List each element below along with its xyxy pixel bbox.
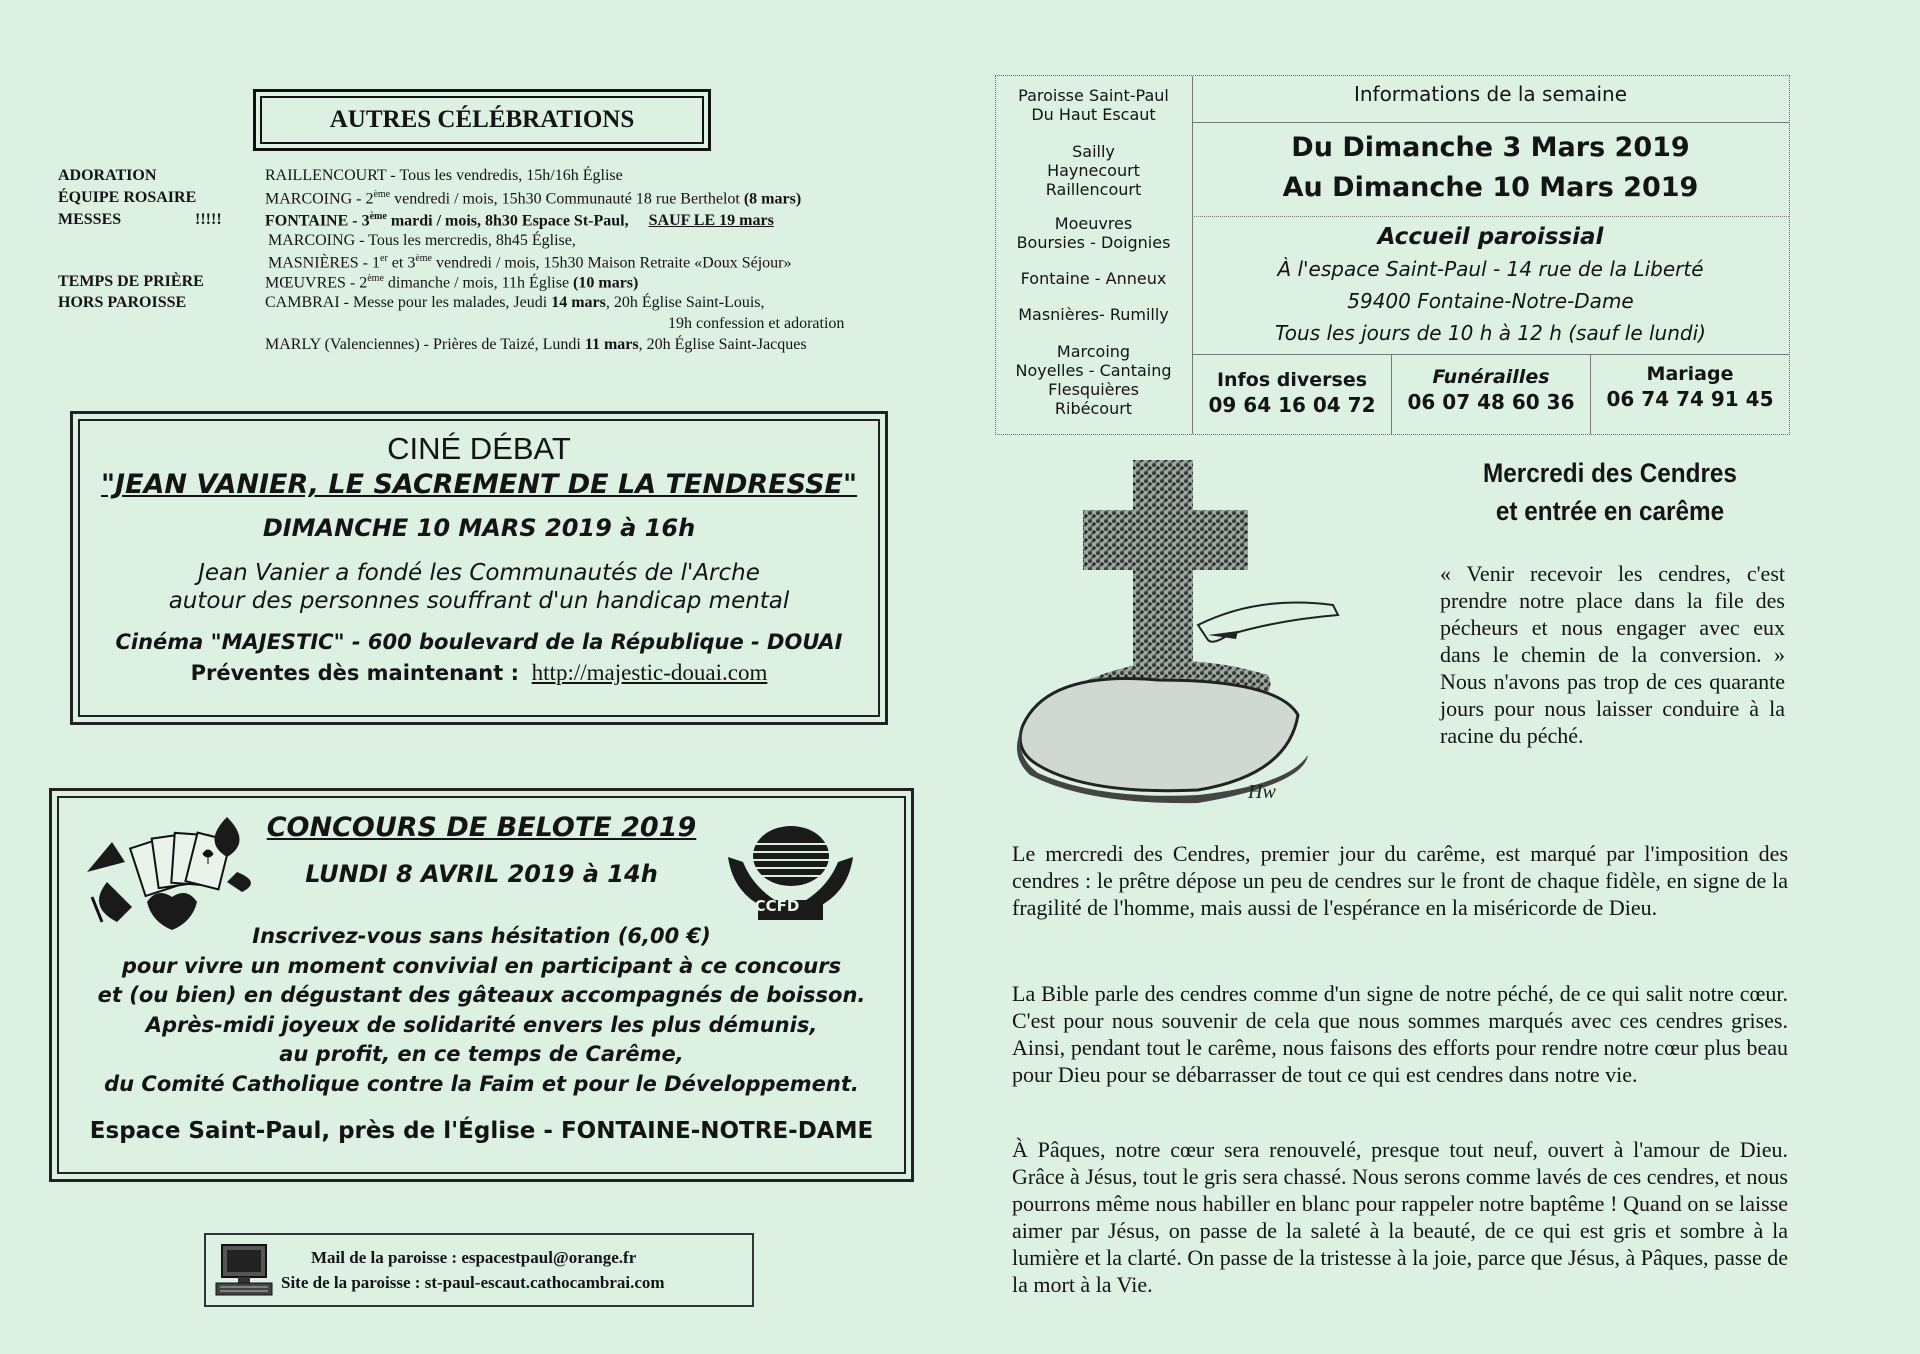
celebration-line: FONTAINE - 3ème mardi / mois, 8h30 Espace St-Paul, SAUF LE 19 mars	[265, 211, 774, 230]
article-paragraph: Le mercredi des Cendres, premier jour du carême, est marqué par l'imposition des cendres : le prêtre dépose un peu de cendres sur le front de chaque fidèle, en signe de la fragilité de l'homme, mais aussi de l'espérance en la miséricorde de Dieu.	[1012, 841, 1788, 920]
label-hors-paroisse: HORS PAROISSE	[58, 294, 187, 311]
villages-group: Masnières- Rumilly	[1018, 305, 1169, 324]
villages-group: Sailly Haynecourt Raillencourt	[1045, 142, 1142, 199]
parish-name: Paroisse Saint-Paul Du Haut Escaut	[1018, 86, 1169, 124]
cine-venue: Cinéma "MAJESTIC" - 600 boulevard de la République - DOUAI	[115, 630, 843, 654]
label-messes: MESSES	[58, 211, 122, 228]
belote-location: Espace Saint-Paul, près de l'Église - FONTAINE-NOTRE-DAME	[89, 1118, 874, 1144]
villages-group: Moeuvres Boursies - Doignies	[1016, 214, 1171, 252]
belote-date: LUNDI 8 AVRIL 2019 à 14h	[305, 860, 658, 888]
cine-debat-inner	[78, 419, 880, 717]
contact-mariage: Mariage 06 74 74 91 45	[1606, 363, 1774, 411]
celebration-line: MŒUVRES - 2ème dimanche / mois, 11h Église (10 mars)	[265, 273, 639, 292]
celebration-line: CAMBRAI - Messe pour les malades, Jeudi 14 mars, 20h Église Saint-Louis,	[265, 294, 765, 311]
cine-debat-box	[70, 411, 888, 725]
celebration-line: RAILLENCOURT - Tous les vendredis, 15h/16h Église	[265, 167, 623, 184]
cine-film-title: "JEAN VANIER, LE SACREMENT DE LA TENDRESSE"	[100, 469, 858, 500]
divider	[1192, 216, 1789, 217]
week-info-header: Informations de la semaine	[1353, 82, 1628, 106]
cine-preventes: Préventes dès maintenant : http://majestic-douai.com	[190, 660, 768, 685]
article-quote: « Venir recevoir les cendres, c'est prendre notre place dans la file des pécheurs et nous engager avec eux dans le chemin de la conversion. » Nous n'avons pas trop de ces quarante jours pour nous laisser conduire à la racine du péché.	[1440, 561, 1785, 748]
divider	[1192, 122, 1789, 123]
cine-title: CINÉ DÉBAT	[387, 431, 571, 466]
illustration-signature: Hw	[1248, 781, 1276, 803]
celebration-line: MARCOING - Tous les mercredis, 8h45 Église,	[268, 232, 576, 249]
label-adoration: ADORATION	[58, 167, 157, 184]
autres-celebrations-title: AUTRES CÉLÉBRATIONS	[260, 96, 704, 144]
contact-funerailles: Funérailles 06 07 48 60 36	[1407, 366, 1575, 414]
celebration-line: MASNIÈRES - 1er et 3ème vendredi / mois, 15h30 Maison Retraite «Doux Séjour»	[268, 253, 792, 272]
autres-celebrations-title-box	[253, 89, 711, 151]
parish-mail[interactable]: Mail de la paroisse : espacestpaul@orange.fr	[311, 1248, 637, 1267]
computer-icon	[214, 1243, 274, 1299]
cine-description: autour des personnes souffrant d'un handicap mental	[168, 588, 790, 614]
cine-date: DIMANCHE 10 MARS 2019 à 16h	[262, 514, 696, 542]
belote-title: CONCOURS DE BELOTE 2019	[266, 812, 697, 843]
article-paragraph: La Bible parle des cendres comme d'un signe de notre péché, de ce qui salit notre cœur. C'est pour nous souvenir de cela que nous sommes marqués avec ces cendres grises. Ainsi, pendant tout le carême, nous faisons des efforts pour rendre notre cœur plus beau pour Dieu pour se débarrasser de tout ce qui est cendres dans notre vie.	[1012, 981, 1788, 1087]
article-title: Mercredi des Cendres et entrée en carême	[1483, 458, 1737, 526]
villages-group: Fontaine - Anneux	[1020, 269, 1167, 288]
week-dates: Du Dimanche 3 Mars 2019 Au Dimanche 10 Mars 2019	[1282, 132, 1699, 203]
label-equipe-rosaire: ÉQUIPE ROSAIRE	[58, 189, 197, 206]
ccfd-logo-text: CCFD	[754, 897, 800, 915]
parish-website[interactable]: Site de la paroisse : st-paul-escaut.cathocambrai.com	[281, 1273, 665, 1292]
celebration-line: 19h confession et adoration	[668, 315, 845, 332]
article-paragraph: À Pâques, notre cœur sera renouvelé, presque tout neuf, ouvert à l'amour de Dieu. Grâce à Jésus, tout le gris sera chassé. Nous serons comme lavés de ces cendres, et nous pourrons même nous habiller en blanc pour rappeler notre baptême ! Quand on se laisse aimer par Jésus, on passe de la saleté à la beauté, de ce qui est gris et sombre à la lumière et la clarté. On passe de la tristesse à la joie, parce que Jésus, à Pâques, passe de la mort à la Vie.	[1012, 1137, 1788, 1297]
divider	[1192, 354, 1789, 355]
belote-description: Inscrivez-vous sans hésitation (6,00 €) pour vivre un moment convivial en participant à ce concours et (ou bien) en dégustant des gâteaux accompagnés de boisson. Après-midi joyeux de solidarité envers les plus démunis, au profit, en ce temps de Carême, du Comité Catholique contre la Faim et pour le Développement.	[97, 924, 866, 1096]
celebration-line: MARCOING - 2ème vendredi / mois, 15h30 Communauté 18 rue Berthelot (8 mars)	[265, 189, 802, 208]
cine-description: Jean Vanier a fondé les Communautés de l'Arche	[198, 560, 760, 586]
label-temps-de-priere: TEMPS DE PRIÈRE	[58, 273, 204, 290]
contact-box	[204, 1233, 754, 1307]
belote-inner	[57, 796, 906, 1174]
label-messes-mark: !!!!!	[195, 211, 222, 228]
belote-box	[49, 788, 914, 1182]
info-semaine-table	[995, 75, 1790, 435]
cine-url-link[interactable]: http://majestic-douai.com	[531, 660, 768, 685]
contact-infos-diverses: Infos diverses 09 64 16 04 72	[1208, 369, 1376, 417]
accueil-paroissial: Accueil paroissial À l'espace Saint-Paul - 14 rue de la Liberté 59400 Fontaine-Notre-Dame Tous les jours de 10 h à 12 h (sauf le lundi)	[1275, 224, 1706, 345]
ash-cross-illustration	[1008, 455, 1373, 805]
celebration-line: MARLY (Valenciennes) - Prières de Taizé, Lundi 11 mars, 20h Église Saint-Jacques	[265, 336, 807, 353]
villages-group: Marcoing Noyelles - Cantaing Flesquières Ribécourt	[1015, 342, 1172, 418]
